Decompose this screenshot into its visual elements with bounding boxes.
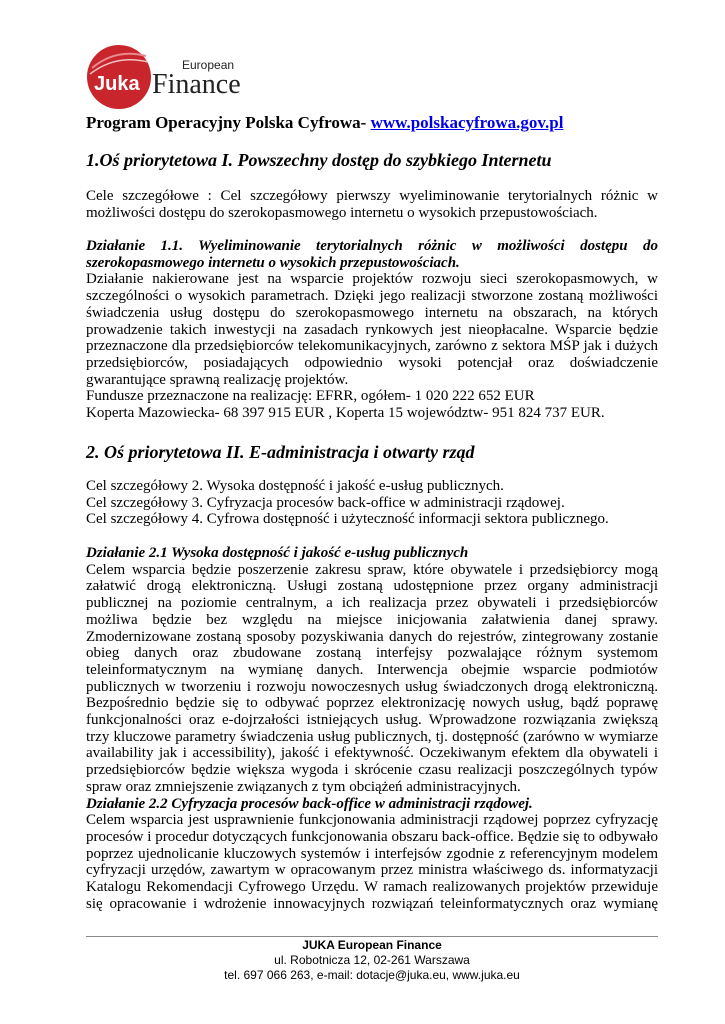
svg-text:Finance: Finance — [152, 69, 241, 100]
goal-3: Cel szczegółowy 3. Cyfryzacja procesów back-office w administracji rządowej. — [86, 494, 565, 511]
action-1-1-envelopes: Koperta Mazowiecka- 68 397 915 EUR , Koperta 15 województw- 951 824 737 EUR. — [86, 405, 605, 422]
footer — [86, 938, 658, 983]
action-1-1-title: Działanie 1.1. Wyeliminowanie terytorialnych różnic w możliwości dostępu do szerokopasmowego internetu o wysokich przepustowościach. — [86, 238, 658, 271]
section2-heading: 2. Oś priorytetowa II. E-administracja i otwarty rząd — [86, 442, 475, 462]
action-1-1 — [86, 238, 658, 422]
svg-text:European: European — [182, 58, 235, 72]
section2-goals — [86, 478, 658, 528]
section1-heading: 1.Oś priorytetowa I. Powszechny dostęp do szybkiego Internetu — [86, 150, 552, 170]
section1-goals-text: Cele szczegółowe : Cel szczegółowy pierwszy wyeliminowanie terytorialnych różnic w możliwości dostępu do szerokopasmowego internetu o wysokich przepustowościach. — [86, 188, 658, 221]
program-website-link[interactable]: www.polskacyfrowa.gov.pl — [370, 113, 564, 132]
footer-divider — [86, 936, 658, 937]
action-1-1-funds: Fundusze przeznaczone na realizację: EFRR, ogółem- 1 020 222 652 EUR — [86, 388, 535, 405]
goal-2: Cel szczegółowy 2. Wysoka dostępność i jakość e-usług publicznych. — [86, 478, 504, 494]
action-2-1-title: Działanie 2.1 Wysoka dostępność i jakość e-usług publicznych — [86, 545, 469, 561]
goal-4: Cel szczegółowy 4. Cyfrowa dostępność i użyteczność informacji sektora publicznego. — [86, 511, 609, 528]
actions-2 — [86, 545, 658, 912]
svg-text:Juka: Juka — [94, 73, 140, 95]
program-title-text: Program Operacyjny Polska Cyfrowa- — [86, 113, 367, 132]
action-2-2-body: Celem wsparcia jest usprawnienie funkcjonowania administracji rządowej poprzez cyfryzację procesów i procedur dotyczących funkcjonowania obszaru back-office. Będzie się to odbywało poprzez ujednolicanie kluczowych systemów i interfejsów zgodnie z referencyjnym modelem cyfryzacji urzędów, zawartym w opracowanym przez ministra właściwego ds. informatyzacji Katalogu Rekomendacji Cyfrowego Urzędu. W ramach realizowanych projektów przewiduje się opracowanie i wdrożenie innowacyjnych rozwiązań teleinformatycznych oraz wymianę — [86, 812, 658, 912]
juka-european-finance-logo — [86, 44, 251, 110]
program-title — [86, 113, 563, 133]
action-1-1-body: Działanie nakierowane jest na wsparcie projektów rozwoju sieci szerokopasmowych, w szczególności o wysokich parametrach. Dzięki jego realizacji stworzone zostaną możliwości świadczenia usług dostępu do szerokopasmowego internetu na obszarach, na których prowadzenie takich inwestycji na zasadach rynkowych jest nieopłacalne. Wsparcie będzie przeznaczone dla przedsiębiorców telekomunikacyjnych, zarówno z sektora MŚP jak i dużych przedsiębiorców, posiadających odpowiednio wysoki potencjał oraz doświadczenie gwarantujące sprawną realizację projektów. — [86, 271, 658, 388]
footer-address: ul. Robotnicza 12, 02-261 Warszawa — [274, 953, 470, 967]
section1-goals — [86, 188, 658, 221]
footer-contact: tel. 697 066 263, e-mail: dotacje@juka.eu, www.juka.eu — [224, 968, 520, 982]
footer-company: JUKA European Finance — [302, 938, 442, 952]
action-2-1-body: Celem wsparcia będzie poszerzenie zakresu spraw, które obywatele i przedsiębiorcy mogą załatwić drogą elektroniczną. Usługi zostaną udostępnione przez organy administracji publicznej na poziomie centralnym, a ich realizacja przez obywateli i przedsiębiorców możliwa będzie bez względu na miejsce inicjowania załatwienia danej sprawy. Zmodernizowane zostaną sposoby pozyskiwania danych do rejestrów, zintegrowany zostanie obieg danych oraz zbudowane zostaną interfejsy pozwalające różnym systemom teleinformatycznym na wymianę danych. Interwencja obejmie wsparcie podmiotów publicznych w tworzeniu i rozwoju nowoczesnych usług świadczonych drogą elektroniczną. Bezpośrednio będzie się to odbywać poprzez elektronizację nowych usług, bądź poprawę funkcjonalności oraz e-dojrzałości istniejących usług. Wprowadzone rozwiązania zwiększą trzy kluczowe parametry świadczenia usług publicznych, tj. dostępność (zarówno w wymiarze availability jak i accessibility), jakość i efektywność. Oczekiwanym efektem dla obywateli i przedsiębiorców będzie większa wygoda i skrócenie czasu realizacji poszczególnych typów spraw oraz zmniejszenie związanych z tym obciążeń administracyjnych. — [86, 561, 658, 795]
action-2-2-title: Działanie 2.2 Cyfryzacja procesów back-office w administracji rządowej. — [86, 795, 533, 812]
